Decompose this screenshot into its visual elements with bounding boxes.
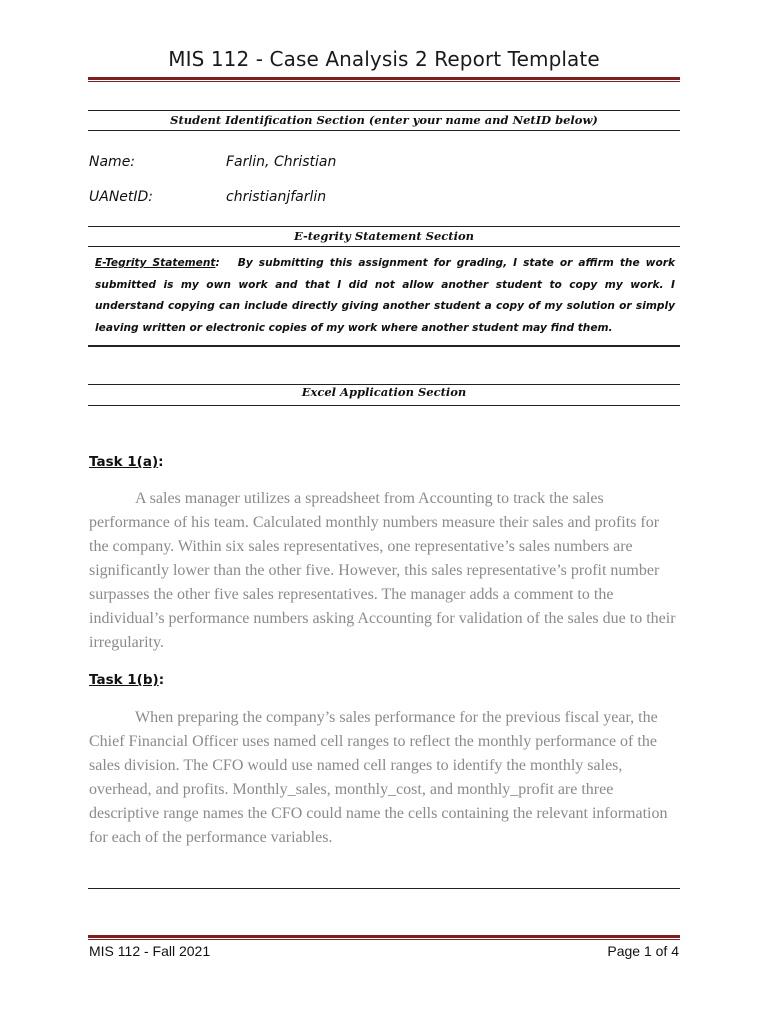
footer-course: MIS 112 - Fall 2021 <box>89 943 211 959</box>
name-label: Name: <box>89 154 136 170</box>
student-section-bottom-rule <box>88 130 680 131</box>
task-1a-label: Task 1(a) <box>89 454 159 470</box>
title-divider-thin <box>88 81 680 82</box>
name-value: Farlin, Christian <box>226 154 337 170</box>
task-1b-body: When preparing the company’s sales performance for the previous fiscal year, the Chief Financial Officer uses named cell ranges to reflect the monthly performance of the sales division. The CFO would use named cell ranges to identify the monthly sales, overhead, and profits. Monthly_sales, monthly_cost, and monthly_profit are three descriptive range names the CFO could name the cells containing the relevant information for each of the performance variables. <box>89 709 668 846</box>
excel-section-heading: Excel Application Section <box>301 385 467 399</box>
student-section-top-rule <box>88 110 680 111</box>
task-1b-label: Task 1(b) <box>89 672 159 688</box>
excel-section-bottom-rule <box>88 405 680 406</box>
integrity-statement <box>95 253 675 339</box>
integrity-section-mid-rule <box>88 246 680 247</box>
netid-label: UANetID: <box>89 189 154 205</box>
integrity-section-heading: E-tegrity Statement Section <box>293 229 475 243</box>
task-1a-heading: Task 1(a): <box>89 454 164 470</box>
integrity-section-bottom-rule <box>88 345 680 347</box>
integrity-statement-colon: : <box>215 257 220 269</box>
integrity-section-top-rule <box>88 226 680 227</box>
task-1b-heading: Task 1(b): <box>89 672 165 688</box>
netid-value: christianjfarlin <box>226 189 327 205</box>
student-section-heading: Student Identification Section (enter your name and NetID below) <box>170 113 598 127</box>
task-1a-body: A sales manager utilizes a spreadsheet from Accounting to track the sales performance of his team. Calculated monthly numbers measure their sales and profits for the company. Within six sales representatives, one representative’s sales numbers are significantly lower than the other five. However, this sales representative’s profit number surpasses the other five sales representatives. The manager adds a comment to the individual’s performance numbers asking Accounting for validation of the sales due to their irregularity. <box>89 490 676 651</box>
footer-page-number: Page 1 of 4 <box>607 943 679 959</box>
integrity-statement-text: By submitting this assignment for grading, I state or affirm the work submitted is my own work and that I did not allow another student to copy my work. I understand copying can include directly giving another student a copy of my solution or simply leaving written or electronic copies of my work where another student may find them. <box>95 257 675 334</box>
footer-divider <box>88 935 680 938</box>
integrity-statement-lead: E-Tegrity Statement <box>95 257 216 269</box>
title-divider <box>88 77 680 80</box>
footer-divider-thin <box>88 939 680 940</box>
document-title: MIS 112 - Case Analysis 2 Report Template <box>168 47 600 71</box>
content-end-rule <box>88 888 680 889</box>
